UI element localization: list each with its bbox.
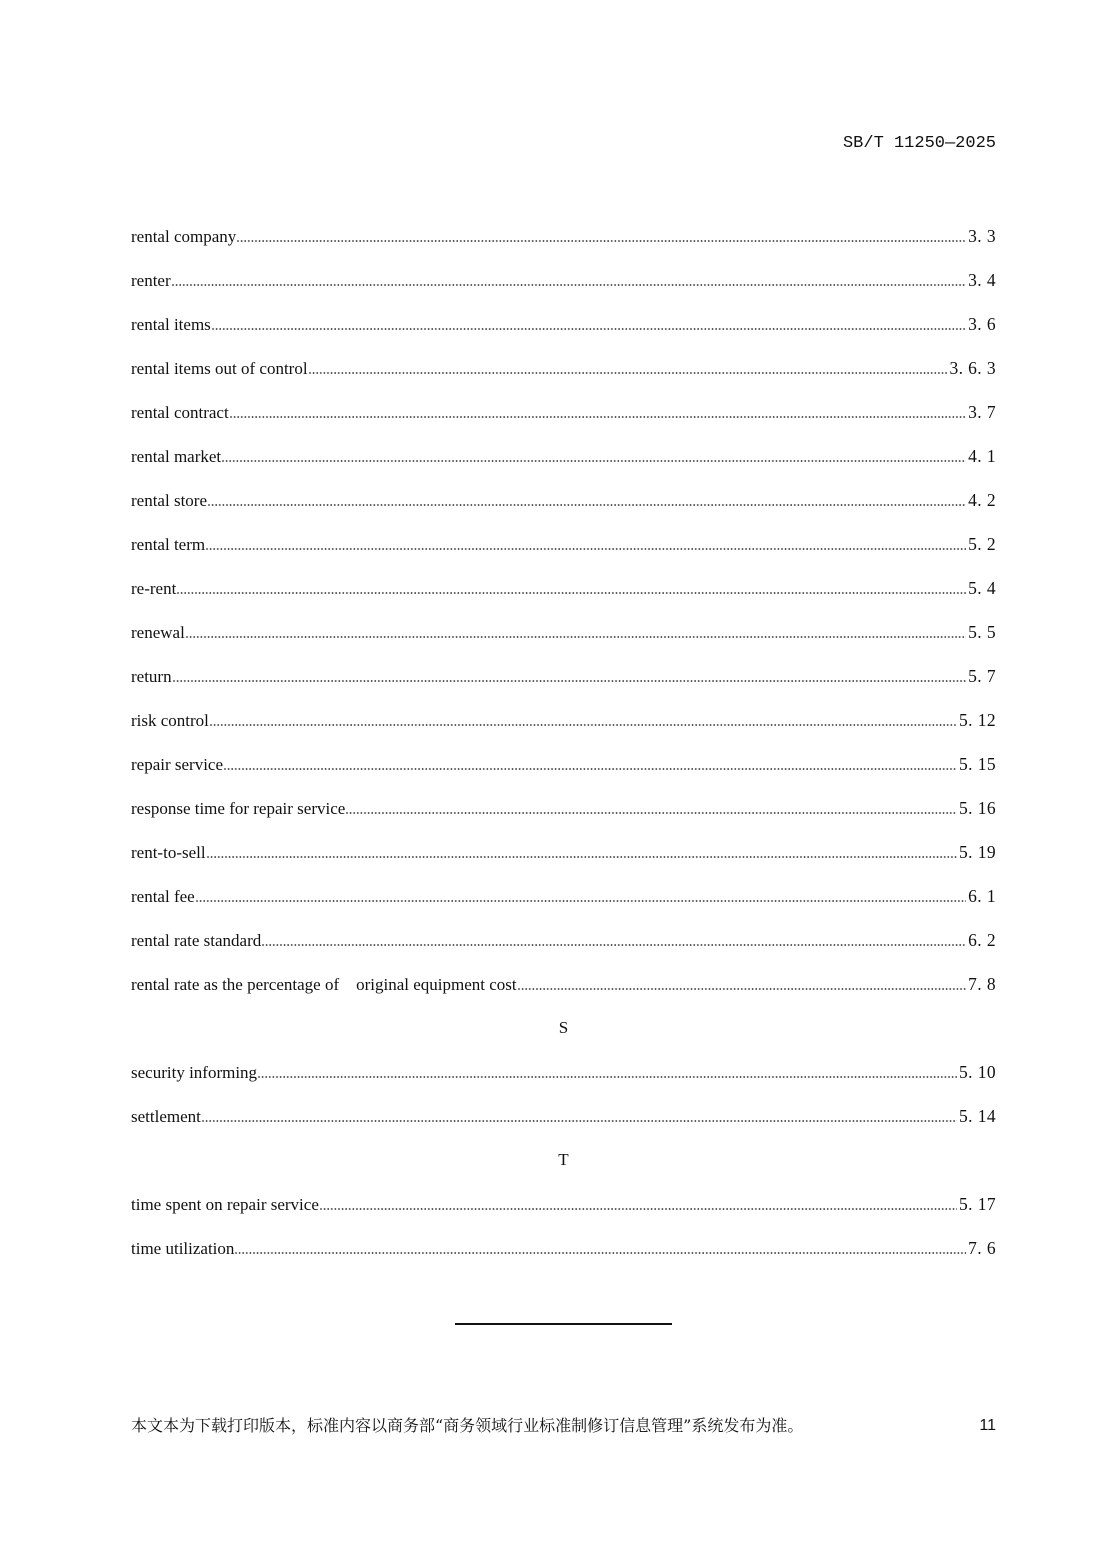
index-entry-term: renewal xyxy=(131,623,185,642)
index-entry xyxy=(131,434,996,478)
index-entry-clause-ref: 6. 2 xyxy=(968,930,996,950)
index-entry-clause-ref: 5. 4 xyxy=(968,578,996,598)
index-entry-term: time utilization xyxy=(131,1239,235,1258)
dot-leader xyxy=(230,416,966,418)
dot-leader xyxy=(202,1120,957,1122)
index-entry-clause-ref: 5. 14 xyxy=(959,1106,996,1126)
footer-notice: 本文本为下载打印版本，标准内容以商务部“商务领域行业标准制修订信息管理”系统发布为准。 xyxy=(131,1416,804,1435)
index-entry-term: rental items xyxy=(131,315,211,334)
dot-leader xyxy=(172,284,967,286)
index-entry xyxy=(131,258,996,302)
dot-leader xyxy=(196,900,966,902)
dot-leader xyxy=(237,240,966,242)
index-entry-term: response time for repair service xyxy=(131,799,346,818)
standard-code-header: SB/T 11250—2025 xyxy=(842,134,996,153)
index-entry xyxy=(131,1094,996,1138)
index-entry-term: rental store xyxy=(131,491,207,510)
page-number: 11 xyxy=(979,1417,996,1434)
index-entry xyxy=(131,654,996,698)
index-entry-term: renter xyxy=(131,271,171,290)
index-entry xyxy=(131,346,996,390)
index-entry xyxy=(131,830,996,874)
index-entry-term: re-rent xyxy=(131,579,177,598)
term-index-list xyxy=(131,214,996,1270)
index-entry xyxy=(131,302,996,346)
dot-leader xyxy=(212,328,966,330)
index-entry-clause-ref: 3. 6 xyxy=(968,314,996,334)
index-entry-term: rental items out of control xyxy=(131,359,308,378)
index-letter-heading: T xyxy=(558,1150,569,1169)
index-entry-term: risk control xyxy=(131,711,209,730)
dot-leader xyxy=(186,636,966,638)
dot-leader xyxy=(224,768,957,770)
dot-leader xyxy=(262,944,966,946)
dot-leader xyxy=(309,372,948,374)
index-entry xyxy=(131,1226,996,1270)
index-entry xyxy=(131,390,996,434)
index-entry-clause-ref: 4. 2 xyxy=(968,490,996,510)
index-entry xyxy=(131,962,996,1006)
index-entry xyxy=(131,1182,996,1226)
index-entry-clause-ref: 3. 6. 3 xyxy=(949,358,996,378)
index-entry-clause-ref: 5. 16 xyxy=(959,798,996,818)
index-entry-clause-ref: 5. 5 xyxy=(968,622,996,642)
index-entry-clause-ref: 5. 15 xyxy=(959,754,996,774)
dot-leader xyxy=(177,592,966,594)
index-entry-clause-ref: 5. 2 xyxy=(968,534,996,554)
index-entry-term: repair service xyxy=(131,755,224,774)
dot-leader xyxy=(258,1076,957,1078)
index-entry xyxy=(131,478,996,522)
index-entry-term: rental company xyxy=(131,227,237,246)
index-entry-term: rental contract xyxy=(131,403,229,422)
dot-leader xyxy=(208,504,966,506)
end-of-document-rule xyxy=(455,1323,672,1325)
index-entry-term: rental market xyxy=(131,447,222,466)
index-entry-clause-ref: 7. 6 xyxy=(968,1238,996,1258)
dot-leader xyxy=(320,1208,957,1210)
index-entry-term: return xyxy=(131,667,172,686)
index-entry-term: rent-to-sell xyxy=(131,843,206,862)
index-entry-clause-ref: 5. 7 xyxy=(968,666,996,686)
dot-leader xyxy=(173,680,967,682)
index-entry xyxy=(131,742,996,786)
dot-leader xyxy=(207,856,957,858)
index-entry-clause-ref: 4. 1 xyxy=(968,446,996,466)
index-entry xyxy=(131,610,996,654)
dot-leader xyxy=(518,988,966,990)
index-entry xyxy=(131,1050,996,1094)
index-entry-term: security informing xyxy=(131,1063,258,1082)
index-entry-clause-ref: 5. 10 xyxy=(959,1062,996,1082)
index-entry-clause-ref: 5. 12 xyxy=(959,710,996,730)
index-entry-clause-ref: 6. 1 xyxy=(968,886,996,906)
index-entry-clause-ref: 5. 17 xyxy=(959,1194,996,1214)
index-entry xyxy=(131,522,996,566)
index-entry-clause-ref: 3. 4 xyxy=(968,270,996,290)
index-entry xyxy=(131,874,996,918)
index-entry-term: rental rate standard xyxy=(131,931,262,950)
index-entry-term: rental fee xyxy=(131,887,195,906)
dot-leader xyxy=(206,548,966,550)
index-entry-clause-ref: 7. 8 xyxy=(968,974,996,994)
dot-leader xyxy=(235,1252,966,1254)
index-entry xyxy=(131,698,996,742)
index-entry-term: rental term xyxy=(131,535,206,554)
index-entry xyxy=(131,214,996,258)
dot-leader xyxy=(346,812,957,814)
index-entry-clause-ref: 5. 19 xyxy=(959,842,996,862)
index-entry-clause-ref: 3. 3 xyxy=(968,226,996,246)
dot-leader xyxy=(222,460,966,462)
index-entry xyxy=(131,918,996,962)
index-letter-heading: S xyxy=(558,1018,569,1037)
index-entry xyxy=(131,566,996,610)
index-entry-term: rental rate as the percentage of original equipment cost xyxy=(131,975,517,994)
dot-leader xyxy=(210,724,957,726)
index-entry xyxy=(131,786,996,830)
index-entry-term: time spent on repair service xyxy=(131,1195,319,1214)
index-entry-term: settlement xyxy=(131,1107,201,1126)
index-entry-clause-ref: 3. 7 xyxy=(968,402,996,422)
